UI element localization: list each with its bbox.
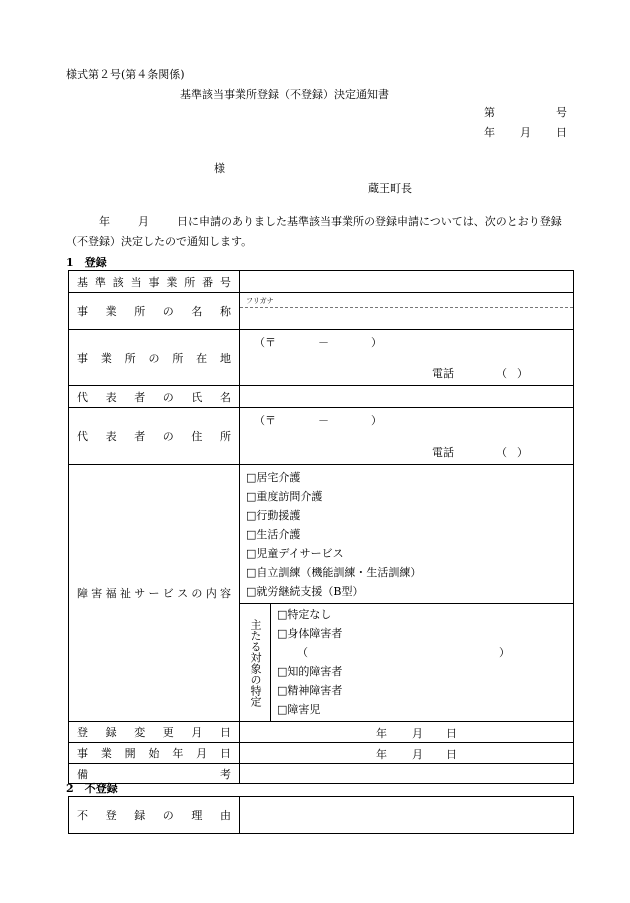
section2-heading: 2 不登録 [66,782,118,795]
label-service: 障害福祉サービスの内容 [69,465,240,722]
label-remarks: 備考 [69,764,240,784]
addressee-suffix: 様 [214,162,225,175]
value-office-no[interactable] [240,271,574,293]
value-rep-name[interactable] [240,386,574,408]
service-checkbox[interactable]: □重度訪問介護 [246,490,323,503]
value-remarks[interactable] [240,764,574,784]
service-checkbox[interactable]: □自立訓練（機能訓練・生活訓練） [246,566,422,579]
doc-no-go: 号 [556,106,567,119]
target-list [271,604,573,721]
target-heading: 主たる対象の特定 [249,618,262,707]
page-title: 基準該当事業所登録（不登録）決定通知書 [180,88,389,101]
target-checkbox[interactable]: □知的障害者 [277,665,343,678]
label-office-address: 事業所の所在地 [69,330,240,386]
target-heading-cell [240,604,271,721]
target-physical-detail[interactable]: （ ） [297,646,510,659]
issuer: 蔵王町長 [368,182,412,195]
body-paragraph [66,212,574,252]
registration-table [68,270,574,784]
target-checkbox[interactable]: □精神障害者 [277,684,343,697]
service-checkbox[interactable]: □児童デイサービス [246,547,344,560]
label-rep-address: 代表者の住所 [69,408,240,465]
label-reason: 不登録の理由 [69,797,240,834]
service-list [240,465,573,603]
non-registration-table [68,796,574,834]
date-year: 年 [484,126,495,139]
label-office-no: 基準該当事業所番号 [69,271,240,293]
section1-heading: 1 登録 [66,256,107,269]
value-start-date[interactable]: 年 月 日 [240,743,574,764]
date-month: 月 [520,126,531,139]
postal-code: （〒 － ） [254,336,382,349]
label-rep-name: 代表者の氏名 [69,386,240,408]
body-month: 月 [138,215,149,228]
service-checkbox[interactable]: □行動援護 [246,509,301,522]
value-office-name[interactable] [240,293,574,330]
value-reason[interactable] [240,797,574,834]
value-service [240,465,574,722]
value-office-address[interactable] [240,330,574,386]
value-rep-address[interactable] [240,408,574,465]
label-start-date: 事業開始年月日 [69,743,240,764]
doc-no-dai: 第 [484,106,495,119]
value-reg-change[interactable]: 年 月 日 [240,722,574,743]
rep-tel: 電話 （ ） [432,446,528,459]
target-section [240,603,573,721]
service-checkbox[interactable]: □居宅介護 [246,471,301,484]
body-text: 日に申請のありました基準該当事業所の登録申請については、次のとおり登録（不登録）決定したので通知します。 [66,215,562,248]
target-checkbox[interactable]: □障害児 [277,703,321,716]
furigana-label: フリガナ [246,297,274,305]
form-number: 様式第２号(第４条関係) [66,68,185,81]
service-checkbox[interactable]: □就労継続支援（B型） [246,585,364,598]
office-tel: 電話 （ ） [432,367,528,380]
body-year: 年 [99,215,110,228]
target-checkbox[interactable]: □身体障害者 [277,627,343,640]
furigana-divider [240,307,573,308]
service-checkbox[interactable]: □生活介護 [246,528,301,541]
rep-postal-code: （〒 － ） [254,414,382,427]
target-checkbox[interactable]: □特定なし [277,608,332,621]
label-office-name: 事業所の名称 [69,293,240,330]
label-reg-change: 登録変更月日 [69,722,240,743]
date-day: 日 [556,126,567,139]
